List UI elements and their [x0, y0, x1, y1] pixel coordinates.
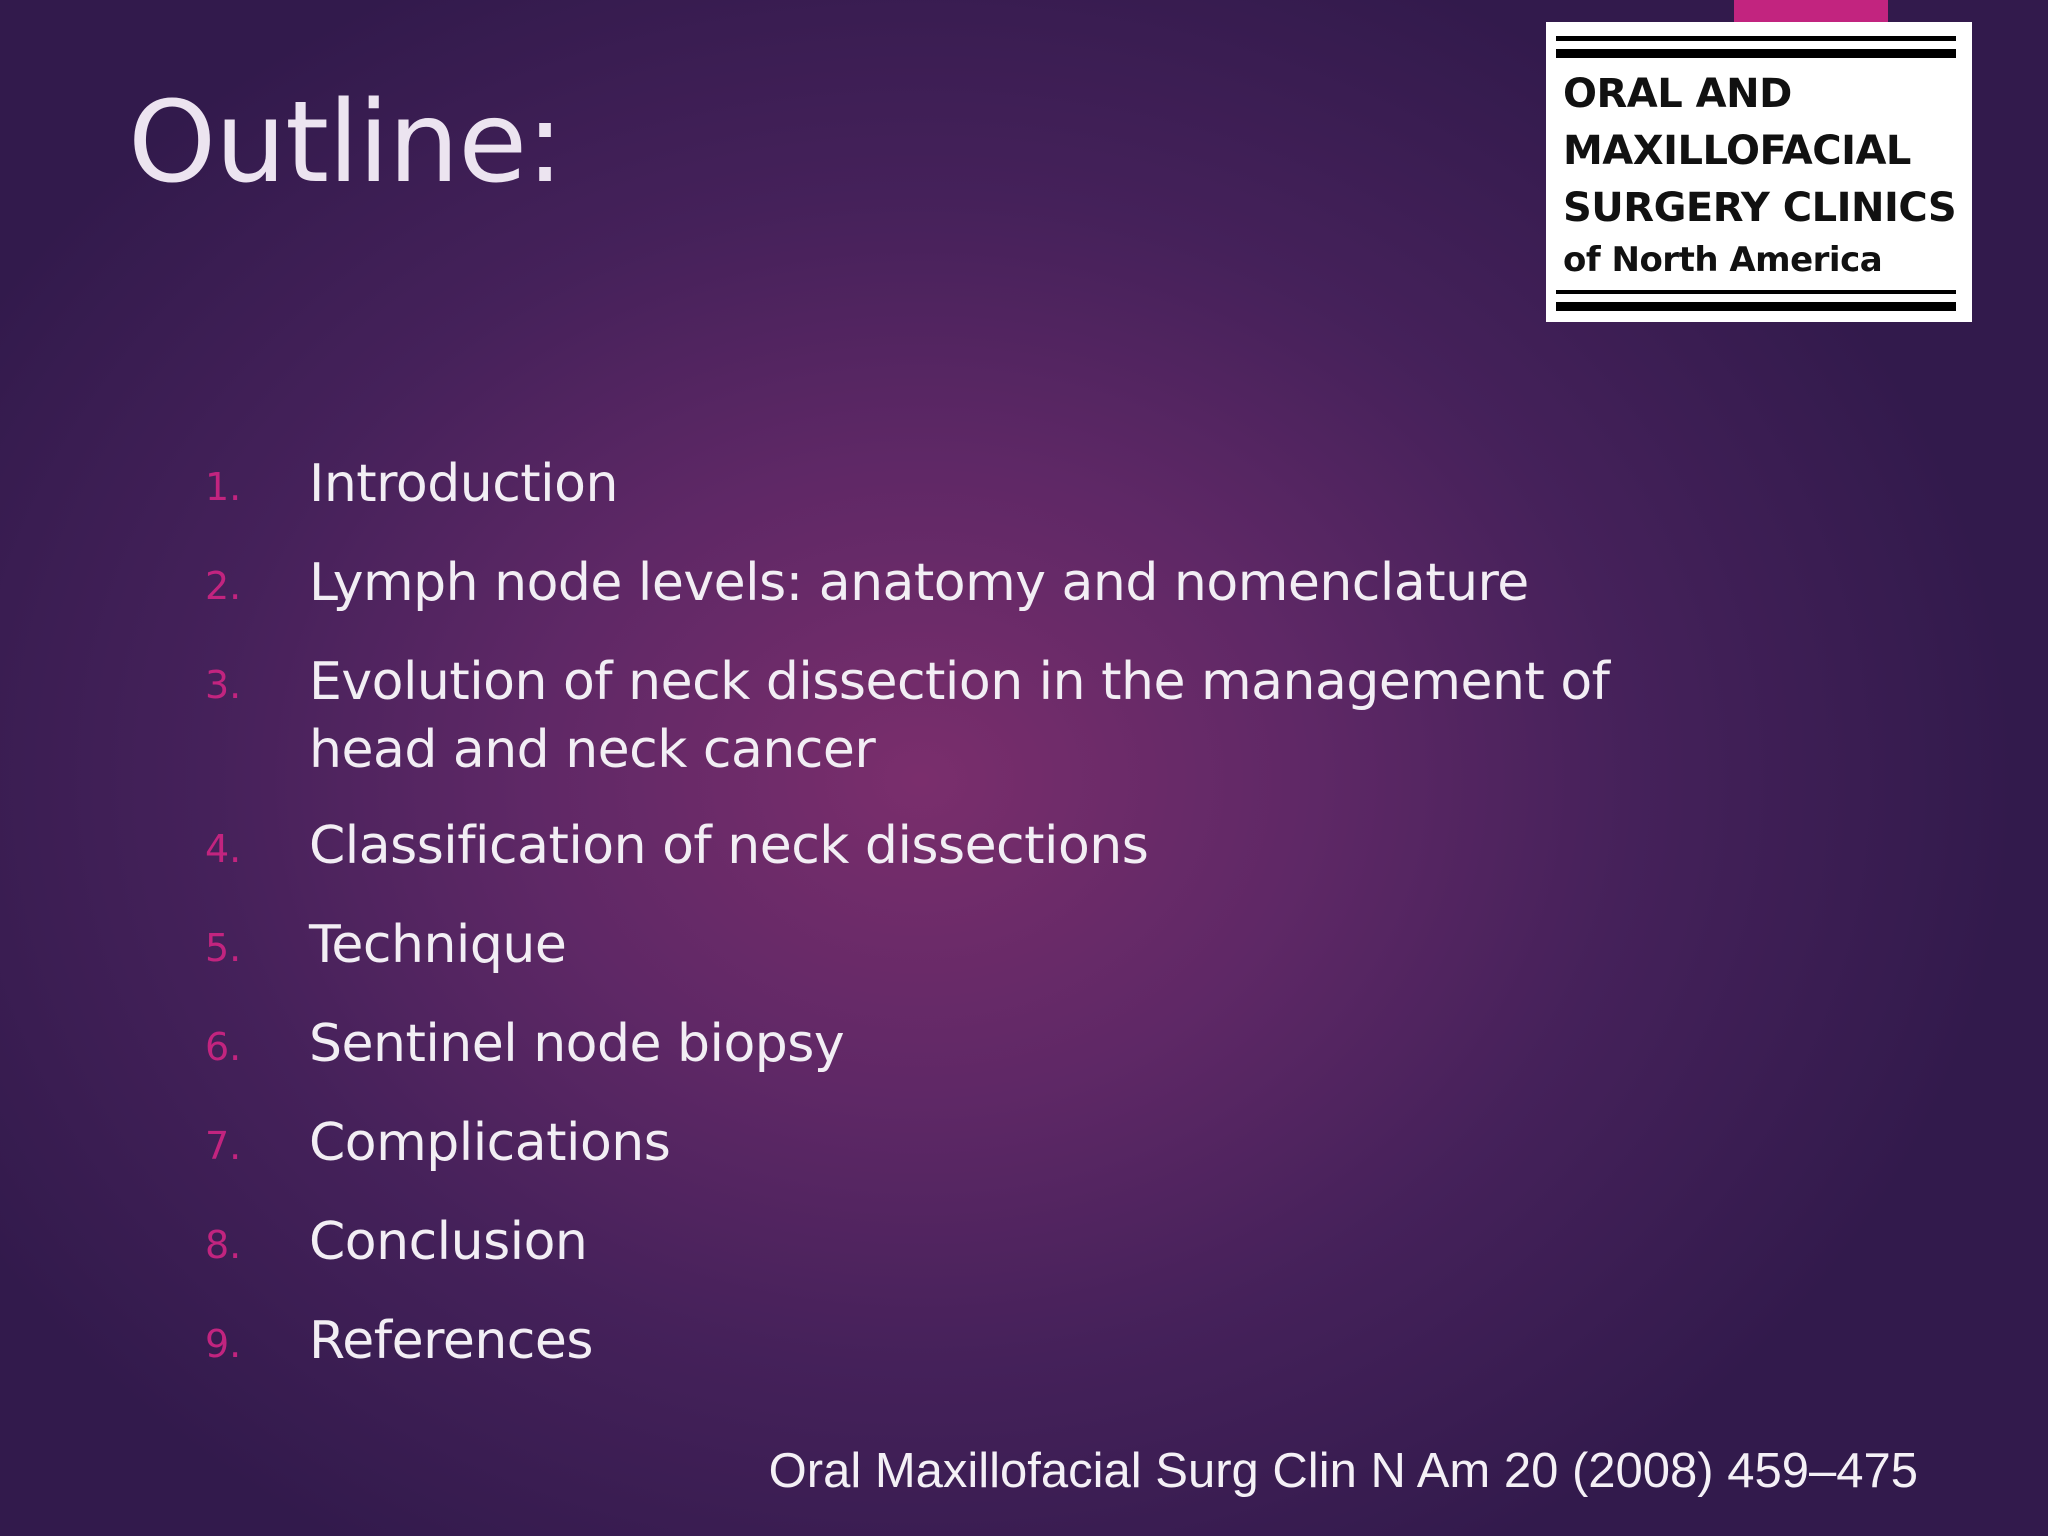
item-number: 4.	[205, 827, 242, 871]
item-text: Introduction	[309, 454, 618, 514]
outline-item	[205, 911, 1645, 982]
item-number: 2.	[205, 564, 242, 608]
item-text: Evolution of neck dissection in the management of head and neck cancer	[309, 652, 1610, 780]
item-text: Conclusion	[309, 1212, 588, 1272]
item-number: 3.	[205, 663, 242, 707]
logo-rule-bottom-thin	[1556, 290, 1956, 294]
accent-tab	[1734, 0, 1888, 24]
item-text: Sentinel node biopsy	[309, 1014, 845, 1074]
logo-line-1: ORAL AND	[1563, 71, 1792, 117]
item-number: 8.	[205, 1223, 242, 1267]
journal-logo	[1546, 22, 1972, 322]
outline-item	[205, 648, 1645, 784]
logo-line-4: of North America	[1563, 240, 1883, 280]
item-number: 6.	[205, 1025, 242, 1069]
item-text: Classification of neck dissections	[309, 816, 1149, 876]
logo-line-3: SURGERY CLINICS	[1563, 185, 1957, 231]
logo-rule-top-thick	[1556, 49, 1956, 58]
logo-rule-top-thin	[1556, 36, 1956, 41]
outline-item	[205, 1307, 1645, 1378]
item-number: 9.	[205, 1322, 242, 1366]
outline-item	[205, 1010, 1645, 1081]
outline-item	[205, 450, 1645, 521]
item-number: 1.	[205, 465, 242, 509]
citation: Oral Maxillofacial Surg Clin N Am 20 (2008) 459–475	[768, 1444, 1918, 1498]
item-number: 7.	[205, 1124, 242, 1168]
outline-item	[205, 812, 1645, 883]
logo-text	[1563, 66, 1956, 283]
slide-title: Outline:	[128, 78, 563, 208]
item-text: Technique	[309, 915, 567, 975]
item-text: References	[309, 1311, 593, 1371]
outline-item	[205, 1109, 1645, 1180]
outline-item	[205, 549, 1645, 620]
logo-rule-bottom-thick	[1556, 302, 1956, 311]
item-number: 5.	[205, 926, 242, 970]
outline-list	[205, 450, 1645, 1406]
outline-item	[205, 1208, 1645, 1279]
item-text: Lymph node levels: anatomy and nomenclature	[309, 553, 1529, 613]
item-text: Complications	[309, 1113, 671, 1173]
logo-line-2: MAXILLOFACIAL	[1563, 128, 1911, 174]
